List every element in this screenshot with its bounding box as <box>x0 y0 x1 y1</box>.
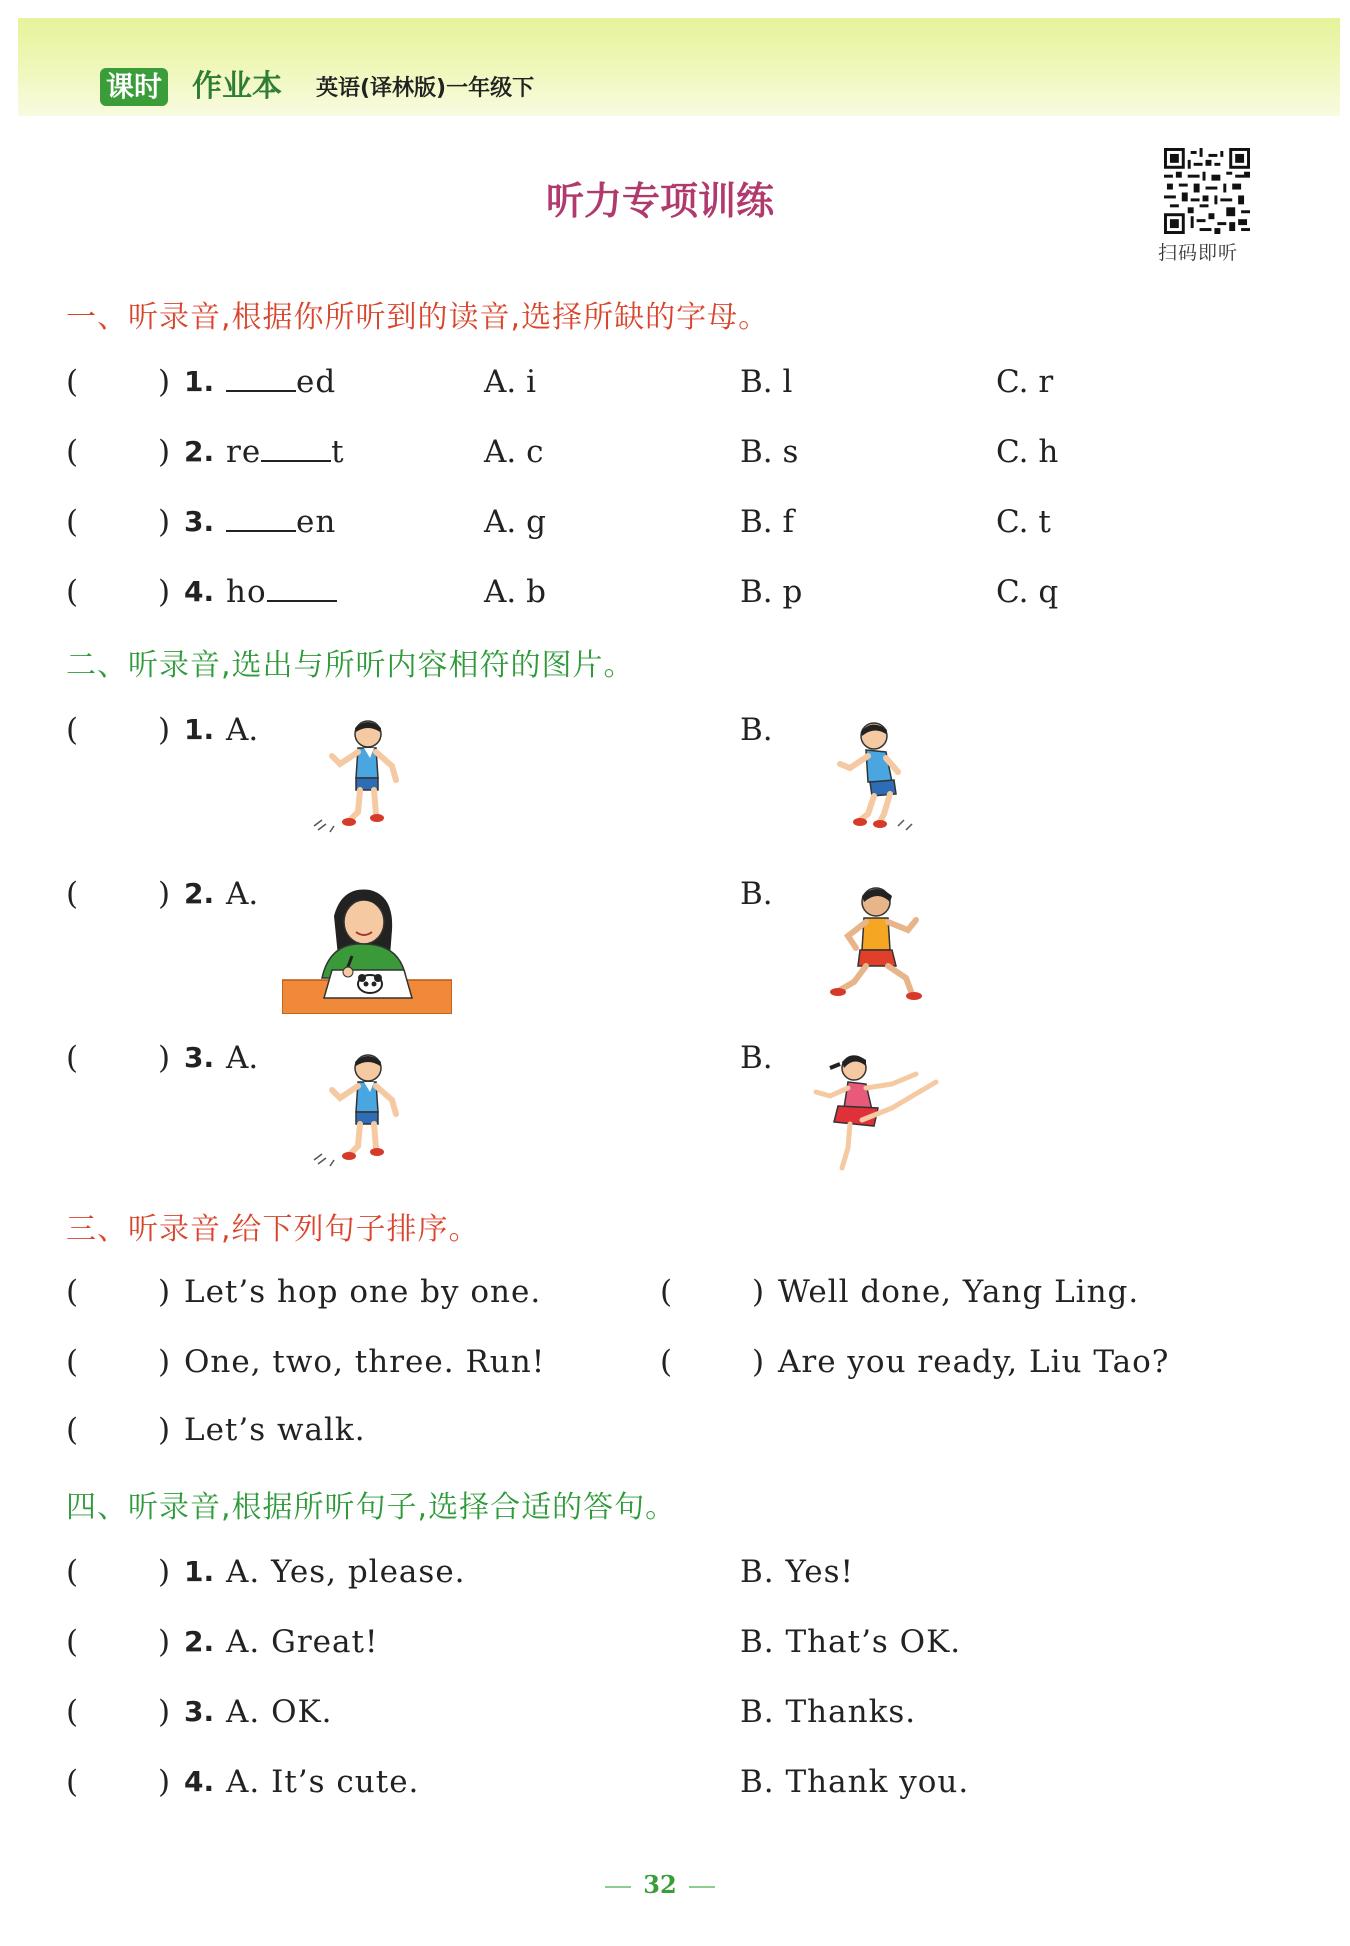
footer-dash <box>689 1886 715 1888</box>
word-with-blank: re t <box>226 434 345 470</box>
answer-paren-open: ( <box>66 1624 79 1660</box>
answer-paren-open: ( <box>66 1274 79 1310</box>
boy-hopping-picture[interactable] <box>300 716 410 836</box>
boy-jumping-picture[interactable] <box>824 716 934 836</box>
option-a[interactable]: A. Great! <box>226 1624 379 1660</box>
sentence-item: One, two, three. Run! <box>184 1344 546 1380</box>
answer-paren-open: ( <box>66 1344 79 1380</box>
question-number: 2. <box>184 435 215 468</box>
response-question-row <box>0 1620 1350 1664</box>
answer-paren-close: ) <box>158 1040 171 1076</box>
sentence-row <box>0 1408 1350 1452</box>
page-number: 32 <box>643 1870 677 1899</box>
sentence-item: Let’s hop one by one. <box>184 1274 542 1310</box>
answer-paren-open: ( <box>66 1554 79 1590</box>
answer-paren-open: ( <box>66 1040 79 1076</box>
answer-paren-close: ) <box>158 1274 171 1310</box>
option-b[interactable]: B. That’s OK. <box>740 1624 962 1660</box>
picture-question-row <box>0 872 1350 916</box>
question-row <box>0 430 1350 474</box>
sentence-row <box>0 1270 1350 1314</box>
response-question-row <box>0 1690 1350 1734</box>
page-title: 听力专项训练 <box>545 179 774 223</box>
question-number: 3. <box>184 1695 215 1728</box>
answer-paren-close: ) <box>752 1274 765 1310</box>
sentence-item: Are you ready, Liu Tao? <box>778 1344 1170 1380</box>
footer-dash <box>605 1886 631 1888</box>
section4-heading: 四、听录音,根据所听句子,选择合适的答句。 <box>66 1490 677 1525</box>
girl-dancing-picture[interactable] <box>812 1046 942 1172</box>
answer-paren-open: ( <box>66 434 79 470</box>
question-number: 4. <box>184 1765 215 1798</box>
option-a-label: A. <box>226 712 259 748</box>
brand-name: 作业本 <box>192 69 282 104</box>
option-b-label: B. <box>740 876 773 912</box>
answer-paren-close: ) <box>158 1694 171 1730</box>
answer-paren-open: ( <box>66 876 79 912</box>
section1-heading: 一、听录音,根据你所听到的读音,选择所缺的字母。 <box>66 300 770 335</box>
option-a-label: A. <box>226 1040 259 1076</box>
qr-caption: 扫码即听 <box>1158 242 1239 264</box>
option-b[interactable]: B. f <box>740 504 794 540</box>
answer-paren-open: ( <box>66 712 79 748</box>
option-a[interactable]: A. g <box>484 504 546 540</box>
option-b[interactable]: B. Thanks. <box>740 1694 917 1730</box>
book-subtitle: 英语(译林版)一年级下 <box>316 76 535 101</box>
option-b-label: B. <box>740 712 773 748</box>
option-c[interactable]: C. t <box>996 504 1051 540</box>
answer-paren-close: ) <box>158 574 171 610</box>
option-c[interactable]: C. q <box>996 574 1059 610</box>
boy-running-picture[interactable] <box>826 882 936 1012</box>
answer-paren-close: ) <box>158 1554 171 1590</box>
answer-paren-open: ( <box>66 364 79 400</box>
question-number: 1. <box>184 365 215 398</box>
answer-paren-open: ( <box>66 1764 79 1800</box>
word-with-blank: ho <box>226 570 337 614</box>
answer-paren-close: ) <box>158 1624 171 1660</box>
answer-paren-close: ) <box>752 1344 765 1380</box>
option-b[interactable]: B. s <box>740 434 799 470</box>
question-number: 3. <box>184 1041 215 1074</box>
question-number: 2. <box>184 1625 215 1658</box>
option-b[interactable]: B. l <box>740 364 793 400</box>
option-b[interactable]: B. Thank you. <box>740 1764 970 1800</box>
question-number: 3. <box>184 505 215 538</box>
option-a[interactable]: A. c <box>484 434 544 470</box>
option-a[interactable]: A. Yes, please. <box>226 1554 466 1590</box>
answer-paren-close: ) <box>158 876 171 912</box>
sentence-item: Well done, Yang Ling. <box>778 1274 1140 1310</box>
response-question-row <box>0 1550 1350 1594</box>
option-a[interactable]: A. It’s cute. <box>226 1764 420 1800</box>
boy-hopping-picture[interactable] <box>300 1050 410 1170</box>
sentence-item: Let’s walk. <box>184 1412 366 1448</box>
question-number: 1. <box>184 1555 215 1588</box>
question-row <box>0 500 1350 544</box>
qr-code-icon[interactable] <box>1164 148 1250 234</box>
answer-paren-open: ( <box>66 1694 79 1730</box>
page-footer <box>0 1870 1320 1899</box>
section3-heading: 三、听录音,给下列句子排序。 <box>66 1212 480 1247</box>
option-c[interactable]: C. r <box>996 364 1054 400</box>
picture-question-row <box>0 708 1350 752</box>
answer-paren-open: ( <box>66 1412 79 1448</box>
answer-paren-open: ( <box>66 504 79 540</box>
answer-paren-open: ( <box>66 574 79 610</box>
answer-paren-close: ) <box>158 1412 171 1448</box>
answer-paren-open: ( <box>660 1274 673 1310</box>
blank-line <box>261 432 331 462</box>
answer-paren-open: ( <box>660 1344 673 1380</box>
option-b-label: B. <box>740 1040 773 1076</box>
answer-paren-close: ) <box>158 364 171 400</box>
answer-paren-close: ) <box>158 1344 171 1380</box>
option-b[interactable]: B. p <box>740 574 803 610</box>
option-a[interactable]: A. OK. <box>226 1694 333 1730</box>
answer-paren-close: ) <box>158 712 171 748</box>
picture-question-row <box>0 1036 1350 1080</box>
option-a[interactable]: A. i <box>484 364 537 400</box>
response-question-row <box>0 1760 1350 1804</box>
blank-line <box>226 362 296 392</box>
question-number: 1. <box>184 713 215 746</box>
answer-paren-close: ) <box>158 434 171 470</box>
word-with-blank: ed <box>226 360 336 404</box>
blank-line <box>226 502 296 532</box>
question-row <box>0 360 1350 404</box>
girl-drawing-picture[interactable] <box>282 886 452 1014</box>
option-c[interactable]: C. h <box>996 434 1059 470</box>
answer-paren-close: ) <box>158 1764 171 1800</box>
sentence-row <box>0 1340 1350 1384</box>
brand-logo: 课时 <box>100 68 168 106</box>
question-number: 4. <box>184 575 215 608</box>
option-a-label: A. <box>226 876 259 912</box>
option-a[interactable]: A. b <box>484 574 546 610</box>
word-with-blank: en <box>226 500 336 544</box>
question-row <box>0 570 1350 614</box>
section2-heading: 二、听录音,选出与所听内容相符的图片。 <box>66 648 635 683</box>
answer-paren-close: ) <box>158 504 171 540</box>
option-b[interactable]: B. Yes! <box>740 1554 854 1590</box>
blank-line <box>267 572 337 602</box>
question-number: 2. <box>184 877 215 910</box>
